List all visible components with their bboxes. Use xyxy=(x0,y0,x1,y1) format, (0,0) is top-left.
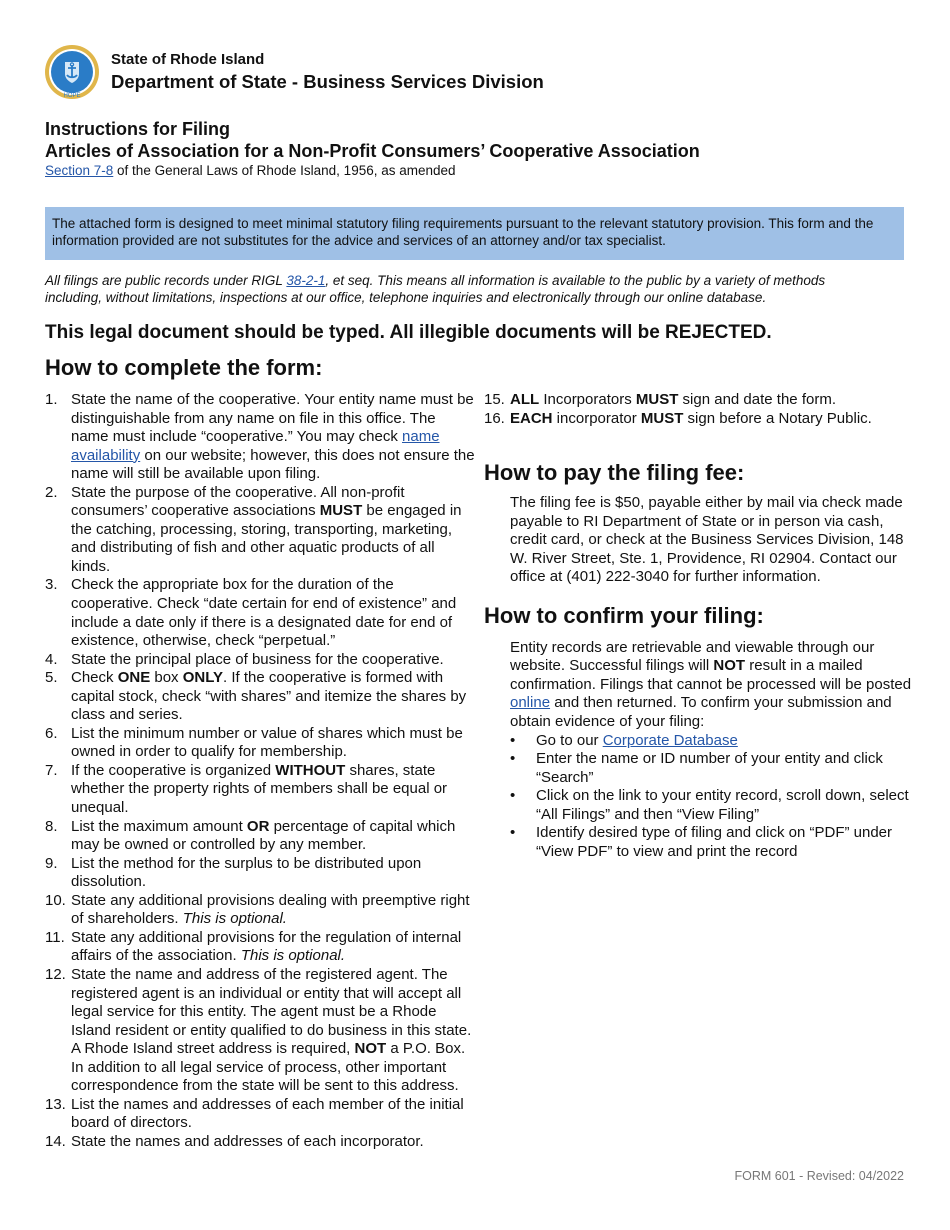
item-text: List the minimum number or value of shares which must be owned in order to qualify for membership. xyxy=(71,724,463,761)
item-text xyxy=(71,762,475,818)
item-text-a: State the purpose of the cooperative. All non-profit consumers’ cooperative associations xyxy=(71,483,405,520)
list-item xyxy=(45,855,475,892)
list-item xyxy=(45,651,475,670)
item-text-a: State any additional provisions for the regulation of internal affairs of the association. xyxy=(71,928,462,965)
item-emphasis: ONLY xyxy=(182,669,224,687)
item-emphasis: MUST xyxy=(640,409,684,427)
bullet-icon: • xyxy=(510,731,516,749)
item-text xyxy=(71,669,475,725)
list-item xyxy=(45,1096,475,1133)
item-text-a: If the cooperative is organized xyxy=(71,761,276,779)
public-records-post: , et seq. This means all information is available to the public by a variety of methods including, without limitations, inspections at our office, telephone inquiries and electronically through our online database. xyxy=(45,273,826,305)
bullet-icon: • xyxy=(510,750,516,768)
form-revision-label: FORM 601 - Revised: 04/2022 xyxy=(734,1169,904,1183)
bullet-text: Click on the link to your entity record, scroll down, select “All Filings” and then “View Filing” xyxy=(536,787,909,823)
section-link[interactable]: Section 7-8 xyxy=(45,163,114,178)
item-text-b: on our website; however, this does not ensure the name will still be available upon filing. xyxy=(71,446,475,483)
confirm-filing-text xyxy=(484,639,914,732)
pay-fee-text: The filing fee is $50, payable either by mail via check made payable to RI Department of State or in person via cash, credit card, or check at the Business Services Division, 148 W. River Street, Ste. 1, Providence, RI 02904. Contact our office at (401) 222-3040 for further information. xyxy=(510,494,904,586)
item-emphasis: MUST xyxy=(635,391,679,408)
item-number: 12. xyxy=(45,965,66,983)
ri-state-seal-icon xyxy=(44,44,100,100)
item-number: 15. xyxy=(484,391,505,408)
item-number: 6. xyxy=(45,724,58,742)
instructions-title: Instructions for Filing xyxy=(45,119,230,139)
item-text-a: State any additional provisions dealing with preemptive right of shareholders. xyxy=(71,891,470,928)
item-text: State the principal place of business for the cooperative. xyxy=(71,650,444,668)
list-item xyxy=(45,1133,475,1152)
item-number: 16. xyxy=(484,409,505,427)
item-text xyxy=(510,410,914,429)
confirm-text-a: Entity records are retrievable and viewable through our website. Successful filings will xyxy=(510,638,875,675)
item-number: 10. xyxy=(45,891,66,909)
division-name: Department of State - Business Services Division xyxy=(111,71,544,92)
item-number: 5. xyxy=(45,669,58,687)
item-text-b: be engaged in the catching, processing, storing, transporting, marketing, and distributing of fish and other aquatic products of all kinds. xyxy=(71,502,462,575)
list-item xyxy=(510,732,914,751)
item-text: List the names and addresses of each member of the initial board of directors. xyxy=(71,1095,464,1132)
list-item xyxy=(45,484,475,577)
item-text-c: . If the cooperative is formed with capital stock, check “with shares” and itemize the shares by class and series. xyxy=(71,669,467,724)
item-text xyxy=(510,391,914,410)
item-number: 7. xyxy=(45,761,58,779)
instructions-right-column xyxy=(484,391,914,861)
rigl-link[interactable]: 38-2-1 xyxy=(286,273,326,288)
bullet-text: Enter the name or ID number of your entity and click “Search” xyxy=(536,750,883,786)
typed-warning: This legal document should be typed. All illegible documents will be REJECTED. xyxy=(45,322,772,343)
confirm-text-c: and then returned. To confirm your submission and obtain evidence of your filing: xyxy=(510,694,892,731)
item-number: 9. xyxy=(45,854,58,872)
item-text-b: shares, state whether the property rights of members shall be equal or unequal. xyxy=(71,761,448,817)
item-number: 2. xyxy=(45,483,58,501)
item-text xyxy=(71,818,475,855)
item-text-b: sign before a Notary Public. xyxy=(683,409,872,427)
list-item xyxy=(45,391,475,484)
bullet-text: Identify desired type of filing and click on “PDF” under “View PDF” to view and print the record xyxy=(536,824,893,860)
law-reference-text: of the General Laws of Rhode Island, 1956, as amended xyxy=(113,163,456,178)
item-text xyxy=(71,484,475,577)
item-text: Check the appropriate box for the duration of the cooperative. Check “date certain for end of existence” and include a date only if there is a designated date for end of existence, otherwise, check “perpetual.” xyxy=(71,576,457,650)
public-records-pre: All filings are public records under RIGL xyxy=(45,273,287,288)
item-number: 4. xyxy=(45,650,58,668)
item-text-a: State the name of the cooperative. Your entity name must be distinguishable from any name on file in this office. The name must include “cooperative.” You may check xyxy=(71,391,474,446)
bullet-text-a: Go to our xyxy=(536,731,603,749)
list-item xyxy=(45,669,475,725)
optional-note: This is optional. xyxy=(240,947,346,965)
list-item xyxy=(45,818,475,855)
document-title: Articles of Association for a Non-Profit Consumers’ Cooperative Association xyxy=(45,141,700,161)
item-text: State the names and addresses of each incorporator. xyxy=(71,1132,424,1150)
item-number: 8. xyxy=(45,817,58,835)
item-text-a: incorporator xyxy=(552,409,641,427)
bullet-icon: • xyxy=(510,824,516,842)
law-reference xyxy=(45,163,456,179)
item-emphasis: NOT xyxy=(354,1040,387,1058)
item-text-a: Check xyxy=(71,669,118,687)
item-text-a: Incorporators xyxy=(539,391,636,408)
online-link[interactable]: online xyxy=(510,694,551,712)
item-number: 1. xyxy=(45,391,58,408)
item-text xyxy=(71,929,475,966)
list-item xyxy=(510,824,914,861)
instruction-list-continued xyxy=(484,391,914,428)
item-text xyxy=(71,966,475,1096)
public-records-note xyxy=(45,272,875,306)
confirm-emphasis: NOT xyxy=(713,657,746,675)
optional-note: This is optional. xyxy=(182,910,287,928)
list-item xyxy=(45,762,475,818)
item-number: 3. xyxy=(45,576,58,594)
item-emphasis: MUST xyxy=(319,502,363,520)
list-item xyxy=(484,391,914,410)
bullet-text xyxy=(536,732,738,751)
list-item xyxy=(45,892,475,929)
item-text-b: box xyxy=(150,669,183,687)
item-emphasis: ONE xyxy=(117,669,151,687)
item-number: 14. xyxy=(45,1132,66,1150)
item-text xyxy=(71,391,475,484)
list-item xyxy=(45,725,475,762)
list-item xyxy=(484,410,914,429)
list-item xyxy=(510,787,914,824)
item-text-b: sign and date the form. xyxy=(678,391,836,408)
item-text: List the method for the surplus to be distributed upon dissolution. xyxy=(71,854,422,891)
list-item xyxy=(45,576,475,650)
item-emphasis: EACH xyxy=(510,409,553,427)
how-to-complete-heading: How to complete the form: xyxy=(45,355,323,380)
item-number: 13. xyxy=(45,1095,66,1113)
bullet-icon: • xyxy=(510,787,516,805)
confirm-text-b: result in a mailed confirmation. Filings that cannot be processed will be posted xyxy=(510,657,912,693)
item-text-a: List the maximum amount xyxy=(71,817,247,835)
item-emphasis: OR xyxy=(246,817,270,835)
agency-name: State of Rhode Island xyxy=(111,51,265,68)
seal-text: HOPE xyxy=(63,93,81,99)
corporate-database-link[interactable]: Corporate Database xyxy=(602,731,738,749)
confirm-steps-list xyxy=(484,732,914,862)
list-item xyxy=(45,966,475,1096)
pay-fee-heading: How to pay the filing fee: xyxy=(484,460,745,486)
item-emphasis: WITHOUT xyxy=(275,761,346,779)
name-availability-link[interactable]: name availability xyxy=(71,428,440,464)
instructions-left-column xyxy=(45,391,475,1151)
item-text-a: State the name and address of the registered agent. The registered agent is an individual or entity that will accept all legal service for this entity. The agent must be a Rhode Island resident or entity qualified to do business in this state. A Rhode Island street address is required, xyxy=(71,965,472,1058)
disclaimer-notice: The attached form is designed to meet minimal statutory filing requirements pursuant to the relevant statutory provision. This form and the information provided are not substitutes for the advice and services of an attorney and/or tax specialist. xyxy=(45,207,904,260)
confirm-filing-heading: How to confirm your filing: xyxy=(484,602,764,628)
item-emphasis: ALL xyxy=(510,391,540,408)
item-text-b: percentage of capital which may be owned or controlled by any member. xyxy=(71,817,456,854)
item-text xyxy=(71,892,475,929)
list-item xyxy=(510,750,914,787)
instruction-list xyxy=(45,391,475,1151)
item-text-b: a P.O. Box. In addition to all legal service of process, other important correspondence from the state will be sent to this address. xyxy=(71,1040,466,1095)
list-item xyxy=(45,929,475,966)
item-number: 11. xyxy=(45,928,65,946)
